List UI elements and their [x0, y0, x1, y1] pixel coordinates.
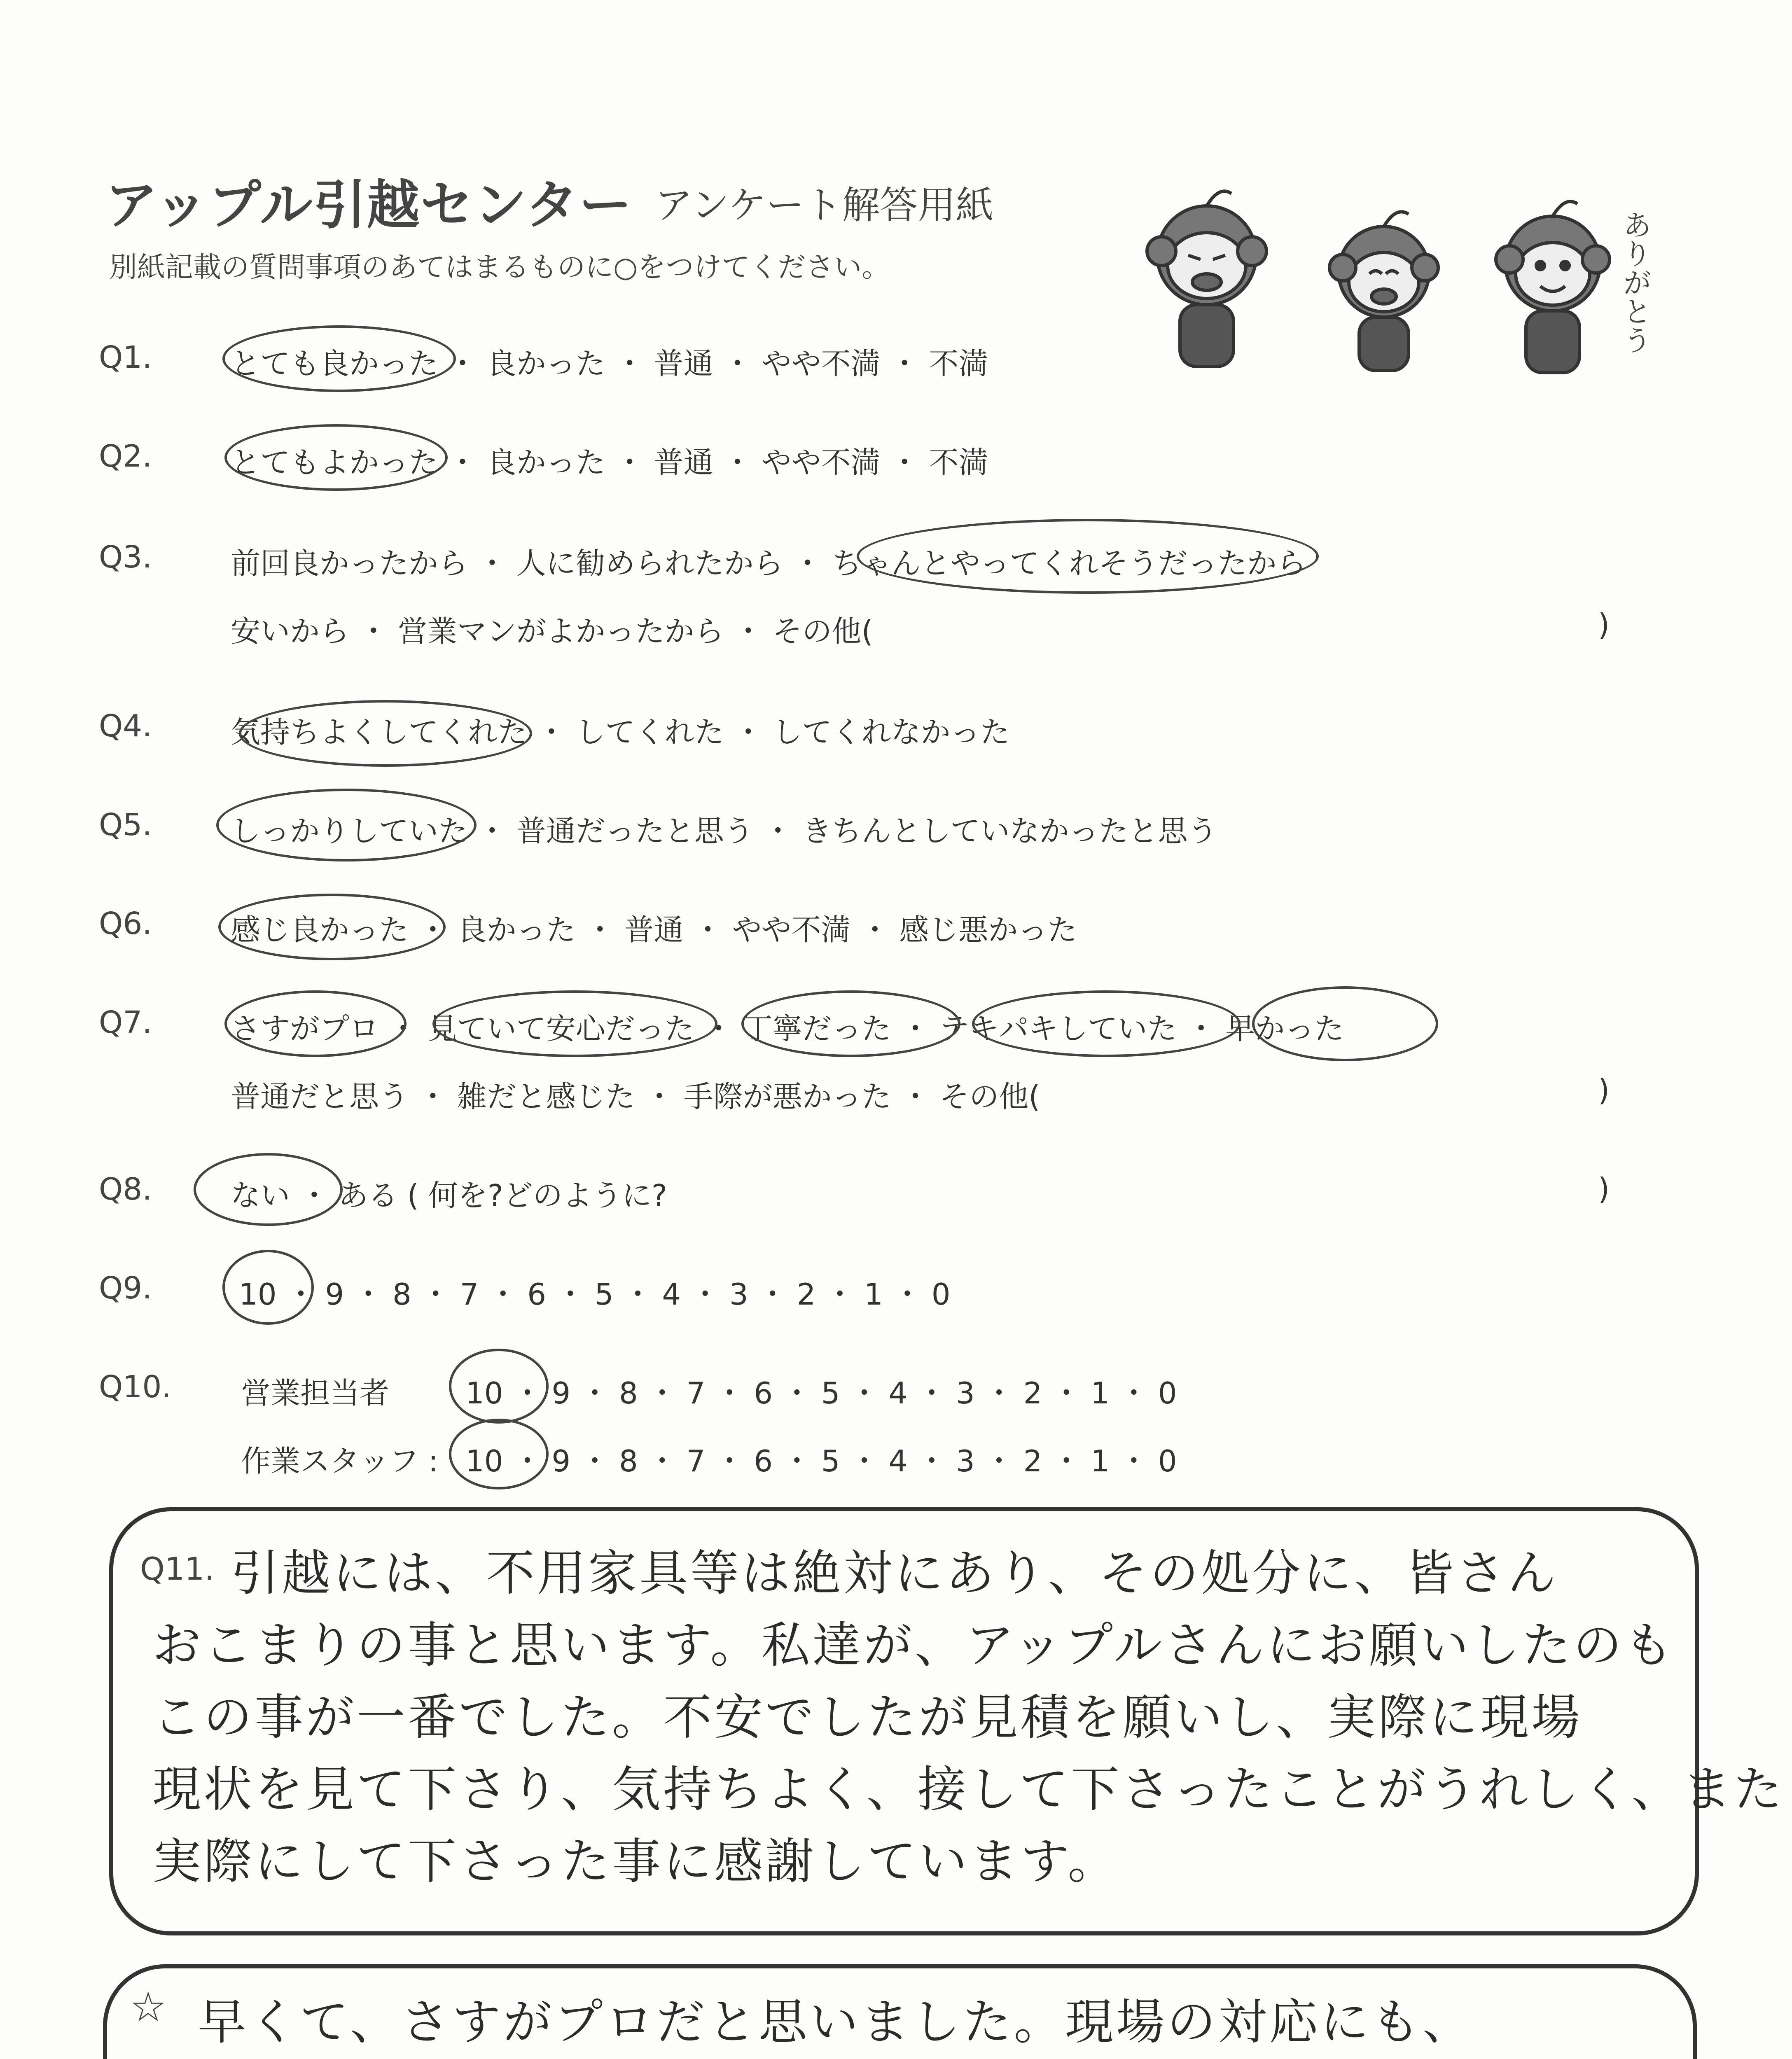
- q10-sales-score-4[interactable]: 4: [888, 1376, 908, 1410]
- mascot-illustration: [1112, 173, 1680, 387]
- q2-option-2[interactable]: 良かった: [486, 445, 605, 480]
- q9-score-10[interactable]: 10: [239, 1277, 277, 1312]
- q1-option-1[interactable]: とても良かった: [231, 346, 439, 381]
- q7-option-9[interactable]: その他(: [939, 1079, 1040, 1114]
- form-instruction: 別紙記載の質問事項のあてはまるものに○をつけてください。: [109, 251, 890, 284]
- q10-sales-score-2[interactable]: 2: [1023, 1376, 1042, 1410]
- q3-option-6[interactable]: その他(: [772, 614, 873, 649]
- q9-score-3[interactable]: 3: [729, 1277, 748, 1312]
- q4-label: Q4.: [99, 708, 152, 744]
- q7-selected-circle-5: [1252, 986, 1438, 1061]
- q10-staff-selected-circle: [449, 1419, 549, 1489]
- q6-option-3[interactable]: 普通: [624, 913, 684, 947]
- q7-option-2[interactable]: 見ていて安心だった: [427, 1011, 694, 1046]
- q3-options-row2: 安いから ・ 営業マンがよかったから ・ その他(: [231, 614, 873, 649]
- monkey-left-icon: [1147, 191, 1266, 367]
- q9-score-5[interactable]: 5: [594, 1277, 614, 1312]
- q9-score-1[interactable]: 1: [864, 1277, 883, 1312]
- monkey-right-icon: [1496, 201, 1610, 373]
- q9-score-0[interactable]: 0: [931, 1277, 951, 1312]
- q9-score-4[interactable]: 4: [662, 1277, 681, 1312]
- q6-option-4[interactable]: やや不満: [732, 913, 851, 947]
- q10-sales-score-8[interactable]: 8: [619, 1376, 638, 1410]
- q8-label: Q8.: [99, 1172, 152, 1207]
- q2-options: とてもよかった ・ 良かった ・ 普通 ・ やや不満 ・ 不満: [231, 445, 988, 480]
- q8-option-1[interactable]: ない: [231, 1178, 290, 1213]
- q11-line-3: この事が一番でした。不安でしたが見積を願いし、実際に現場: [152, 1689, 1583, 1746]
- q10-sales-score-3[interactable]: 3: [956, 1376, 975, 1410]
- q2-label: Q2.: [99, 439, 152, 474]
- q5-option-2[interactable]: 普通だったと思う: [516, 814, 754, 848]
- q5-options: しっかりしていた ・ 普通だったと思う ・ きちんとしていなかったと思う: [231, 814, 1217, 848]
- q5-option-1[interactable]: しっかりしていた: [231, 814, 468, 848]
- q7-options-row2: 普通だと思う ・ 雑だと感じた ・ 手際が悪かった ・ その他(: [231, 1079, 1040, 1114]
- q11-line-1: 引越には、不用家具等は絶対にあり、その処分に、皆さん: [231, 1545, 1559, 1601]
- q11-line-5: 実際にして下さった事に感謝しています。: [152, 1833, 1119, 1890]
- q10-sales-score-10[interactable]: 10: [465, 1376, 503, 1410]
- q2-selected-circle: [224, 424, 448, 491]
- q1-selected-circle: [222, 325, 456, 392]
- q7-close-paren: ): [1598, 1073, 1610, 1107]
- q10-sales-selected-circle: [449, 1349, 549, 1424]
- q2-option-4[interactable]: やや不満: [762, 445, 881, 480]
- q7-option-8[interactable]: 手際が悪かった: [683, 1079, 891, 1114]
- comment-line-1: 早くて、さすがプロだと思いました。現場の対応にも、: [198, 1994, 1474, 2050]
- q8-close-paren: ): [1598, 1172, 1610, 1206]
- q7-option-3[interactable]: 丁寧だった: [743, 1011, 891, 1046]
- q7-selected-circle-3: [741, 990, 960, 1057]
- q3-option-2[interactable]: 人に勧められたから: [516, 546, 783, 581]
- q10-sales-score-9[interactable]: 9: [551, 1376, 571, 1410]
- q10-staff-score-1[interactable]: 1: [1091, 1444, 1110, 1478]
- q10-staff-score-0[interactable]: 0: [1158, 1444, 1177, 1478]
- q11-label: Q11.: [140, 1550, 215, 1587]
- q7-option-1[interactable]: さすがプロ: [231, 1011, 379, 1046]
- q7-selected-circle-1: [224, 990, 407, 1057]
- q10-label: Q10.: [99, 1369, 171, 1405]
- q9-score-9[interactable]: 9: [325, 1277, 344, 1312]
- q10-staff-score-3[interactable]: 3: [956, 1444, 975, 1478]
- q6-selected-circle: [218, 894, 446, 960]
- q1-option-3[interactable]: 普通: [654, 346, 713, 381]
- q7-option-4[interactable]: テキパキしていた: [939, 1011, 1177, 1046]
- q10-staff-score-6[interactable]: 6: [754, 1444, 773, 1478]
- q4-option-1[interactable]: 気持ちよくしてくれた: [231, 715, 528, 749]
- q8-option-2[interactable]: ある ( 何を?どのように?: [338, 1178, 668, 1213]
- q3-options-row1: 前回良かったから ・ 人に勧められたから ・ ちゃんとやってくれそうだったから: [231, 546, 1306, 581]
- q8-options: ない ・ ある ( 何を?どのように?: [231, 1178, 668, 1213]
- q6-option-5[interactable]: 感じ悪かった: [899, 913, 1077, 947]
- q9-score-8[interactable]: 8: [393, 1277, 411, 1312]
- company-title: アップル引越センター: [105, 175, 633, 236]
- q10-staff-score-9[interactable]: 9: [551, 1444, 571, 1478]
- q6-label: Q6.: [99, 906, 152, 941]
- comment-line-2: [148, 2057, 1724, 2059]
- q10-staff-score-4[interactable]: 4: [888, 1444, 908, 1478]
- q10-staff-score-7[interactable]: 7: [686, 1444, 706, 1478]
- q7-option-7[interactable]: 雑だと感じた: [457, 1079, 635, 1114]
- q10-staff-score-5[interactable]: 5: [821, 1444, 840, 1478]
- q7-option-6[interactable]: 普通だと思う: [231, 1079, 409, 1114]
- q3-option-3[interactable]: ちゃんとやってくれそうだったから: [832, 546, 1306, 581]
- q3-option-4[interactable]: 安いから: [231, 614, 350, 649]
- q9-scale: 10 ・ 9 ・ 8 ・ 7 ・ 6 ・ 5 ・ 4 ・ 3 ・ 2 ・ 1 ・ 0: [239, 1277, 951, 1312]
- q10-sales-score-7[interactable]: 7: [686, 1376, 706, 1410]
- q9-score-7[interactable]: 7: [460, 1277, 479, 1312]
- q10-staff-scale: 10 ・ 9 ・ 8 ・ 7 ・ 6 ・ 5 ・ 4 ・ 3 ・ 2 ・ 1 ・ 0: [465, 1444, 1177, 1478]
- q4-selected-circle: [239, 700, 532, 767]
- q3-selected-circle: [857, 519, 1319, 594]
- q10-sales-score-1[interactable]: 1: [1091, 1376, 1110, 1410]
- q7-selected-circle-2: [432, 990, 717, 1057]
- q8-selected-circle: [194, 1153, 343, 1226]
- q3-label: Q3.: [99, 539, 152, 575]
- q5-option-3[interactable]: きちんとしていなかったと思う: [802, 814, 1217, 848]
- q5-label: Q5.: [99, 807, 152, 843]
- q10-sales-score-0[interactable]: 0: [1158, 1376, 1177, 1410]
- q6-option-1[interactable]: 感じ良かった: [231, 913, 409, 947]
- q11-line-2: おこまりの事と思います。私達が、アップルさんにお願いしたのも: [152, 1617, 1675, 1674]
- q1-option-2[interactable]: 良かった: [486, 346, 605, 381]
- q7-option-5[interactable]: 早かった: [1225, 1011, 1344, 1046]
- q3-option-1[interactable]: 前回良かったから: [231, 546, 468, 581]
- q10-staff-label: 作業スタッフ :: [241, 1444, 439, 1478]
- q6-option-2[interactable]: 良かった: [457, 913, 576, 947]
- q10-sales-label: 営業担当者: [241, 1376, 390, 1410]
- q7-options-row1: さすがプロ ・ 見ていて安心だった ・ 丁寧だった ・ テキパキしていた ・ 早かった: [231, 1011, 1344, 1046]
- q2-option-1[interactable]: とてもよかった: [231, 445, 439, 480]
- q9-selected-circle: [222, 1250, 314, 1325]
- form-subtitle: アンケート解答用紙: [655, 183, 994, 227]
- q1-option-5[interactable]: 不満: [929, 346, 988, 381]
- q2-option-5[interactable]: 不満: [929, 445, 988, 480]
- q3-close-paren: ): [1598, 607, 1610, 642]
- q1-option-4[interactable]: やや不満: [762, 346, 881, 381]
- q4-option-2[interactable]: してくれた: [575, 715, 724, 749]
- q10-sales-scale: 10 ・ 9 ・ 8 ・ 7 ・ 6 ・ 5 ・ 4 ・ 3 ・ 2 ・ 1 ・ 0: [465, 1376, 1177, 1410]
- monkey-middle-icon: [1329, 212, 1438, 371]
- q1-options: とても良かった ・ 良かった ・ 普通 ・ やや不満 ・ 不満: [231, 346, 988, 381]
- q4-option-3[interactable]: してくれなかった: [772, 715, 1010, 749]
- star-icon: ☆: [130, 1983, 167, 2031]
- q10-staff-score-8[interactable]: 8: [619, 1444, 638, 1478]
- q11-line-4: 現状を見て下さり、気持ちよく、接して下さったことがうれしく、また: [152, 1761, 1785, 1818]
- q10-staff-score-10[interactable]: 10: [465, 1444, 503, 1478]
- q2-option-3[interactable]: 普通: [654, 445, 713, 480]
- q9-label: Q9.: [99, 1270, 152, 1306]
- q9-score-2[interactable]: 2: [797, 1277, 816, 1312]
- q3-option-5[interactable]: 営業マンがよかったから: [397, 614, 724, 649]
- q10-sales-score-5[interactable]: 5: [821, 1376, 840, 1410]
- q10-sales-score-6[interactable]: 6: [754, 1376, 773, 1410]
- q1-label: Q1.: [99, 340, 152, 375]
- q9-score-6[interactable]: 6: [527, 1277, 546, 1312]
- q7-selected-circle-4: [972, 990, 1241, 1057]
- q6-options: 感じ良かった ・ 良かった ・ 普通 ・ やや不満 ・ 感じ悪かった: [231, 913, 1077, 947]
- q5-selected-circle: [216, 789, 477, 861]
- q4-options: 気持ちよくしてくれた ・ してくれた ・ してくれなかった: [231, 715, 1010, 749]
- q10-staff-score-2[interactable]: 2: [1023, 1444, 1042, 1478]
- mascot-caption: ありがとう: [1618, 210, 1652, 354]
- q7-label: Q7.: [99, 1005, 152, 1040]
